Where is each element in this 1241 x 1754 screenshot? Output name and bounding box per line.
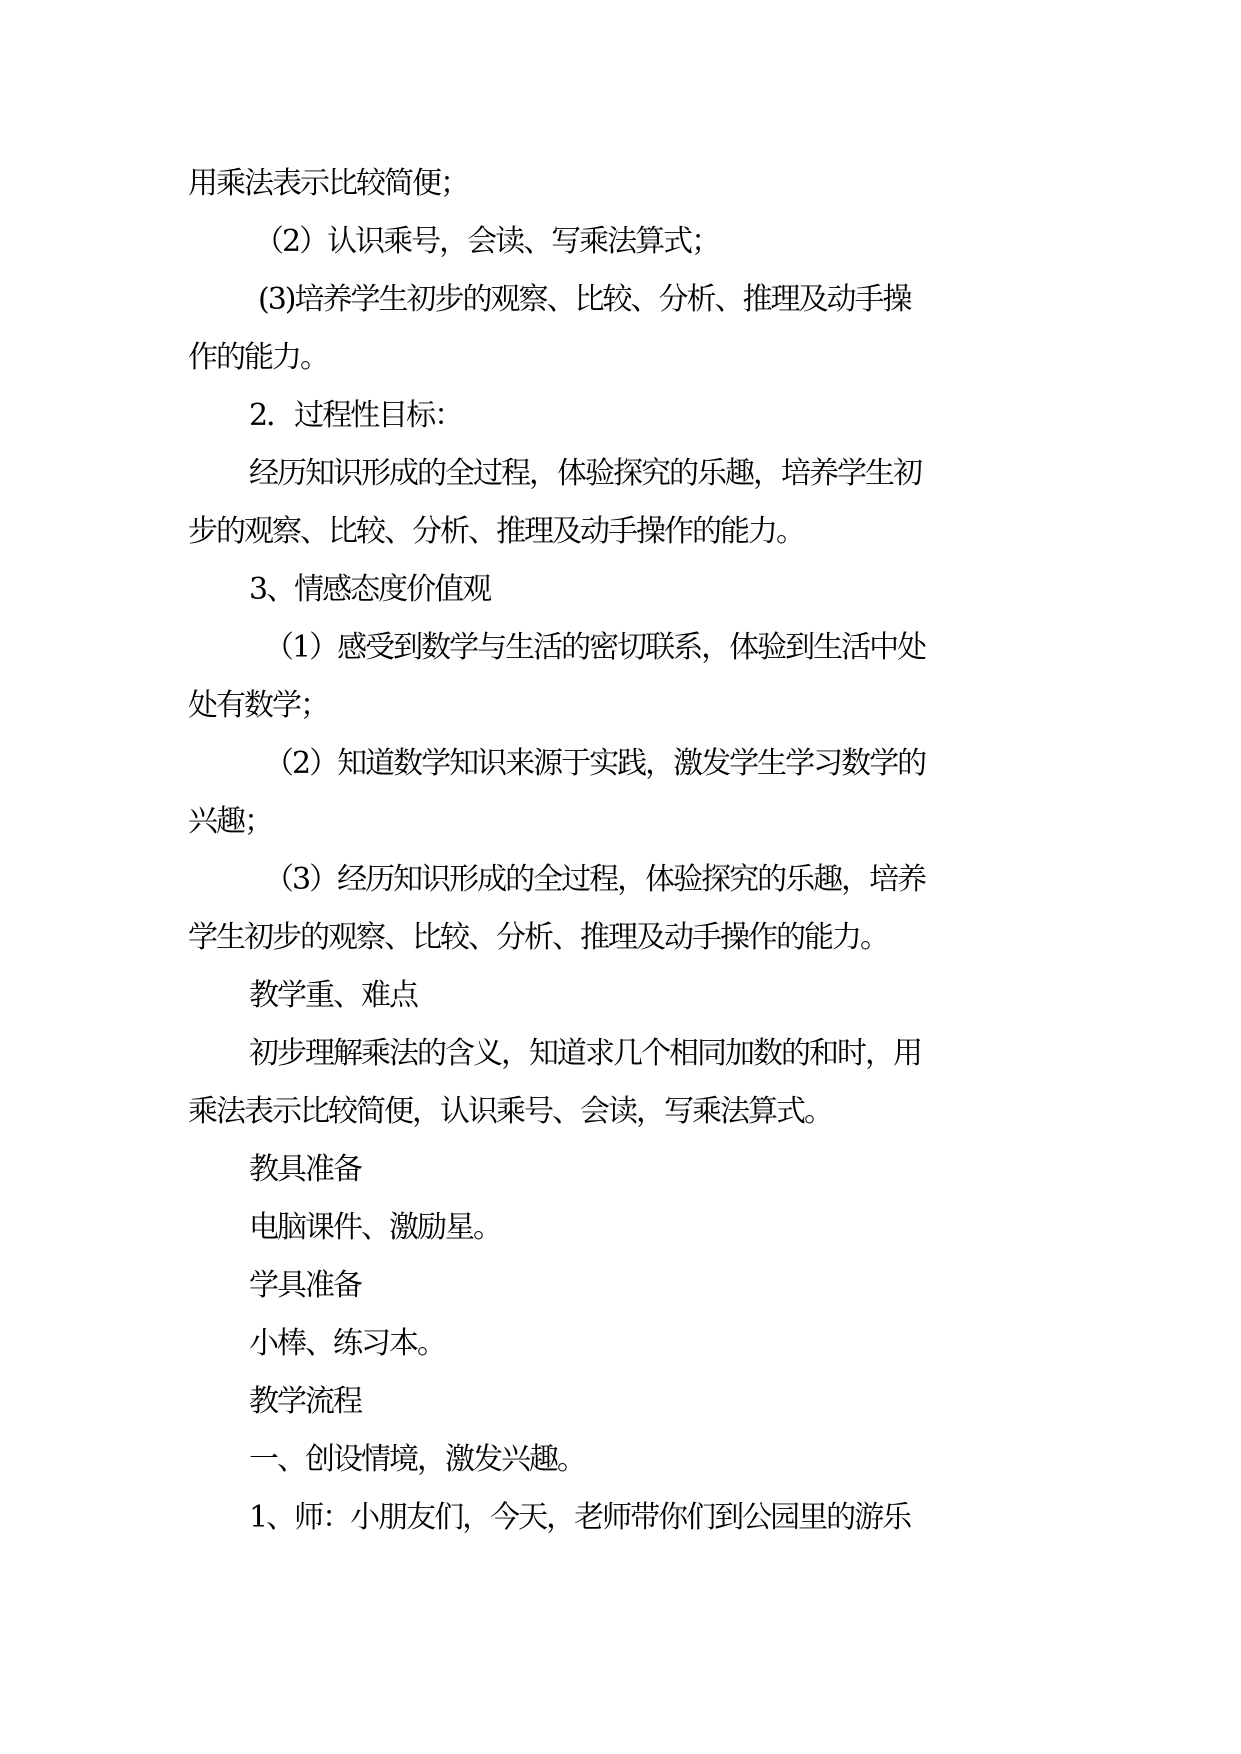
text-line: 学生初步的观察、比较、分析、推理及动手操作的能力。 xyxy=(188,920,888,955)
text-line: 经历知识形成的全过程，体验探究的乐趣，培养学生初 xyxy=(249,456,921,491)
text-line: 电脑课件、激励星。 xyxy=(249,1210,501,1245)
text-line: 兴趣； xyxy=(188,804,272,839)
text-line: 1、师：小朋友们，今天，老师带你们到公园里的游乐 xyxy=(249,1500,911,1535)
text-line: 一、创设情境，激发兴趣。 xyxy=(249,1442,585,1477)
text-line: 步的观察、比较、分析、推理及动手操作的能力。 xyxy=(188,514,804,549)
text-line: （3）经历知识形成的全过程，体验探究的乐趣，培养 xyxy=(264,862,926,897)
text-line: 学具准备 xyxy=(249,1268,361,1303)
text-line: 用乘法表示比较简便； xyxy=(188,166,468,201)
text-line: 3、情感态度价值观 xyxy=(249,572,491,607)
text-line: 教学重、难点 xyxy=(249,978,417,1013)
text-line: （2）知道数学知识来源于实践，激发学生学习数学的 xyxy=(264,746,926,781)
text-line: 教具准备 xyxy=(249,1152,361,1187)
text-line: (3)培养学生初步的观察、比较、分析、推理及动手操 xyxy=(258,282,911,317)
text-line: （1）感受到数学与生活的密切联系，体验到生活中处 xyxy=(264,630,926,665)
text-line: 小棒、练习本。 xyxy=(249,1326,445,1361)
text-line: 2．过程性目标： xyxy=(249,398,463,433)
text-line: 作的能力。 xyxy=(188,340,328,375)
text-line: 乘法表示比较简便，认识乘号、会读，写乘法算式。 xyxy=(188,1094,832,1129)
text-line: 处有数学； xyxy=(188,688,328,723)
text-line: 初步理解乘法的含义，知道求几个相同加数的和时，用 xyxy=(249,1036,921,1071)
text-line: （2）认识乘号，会读、写乘法算式； xyxy=(254,224,720,259)
text-line: 教学流程 xyxy=(249,1384,361,1419)
